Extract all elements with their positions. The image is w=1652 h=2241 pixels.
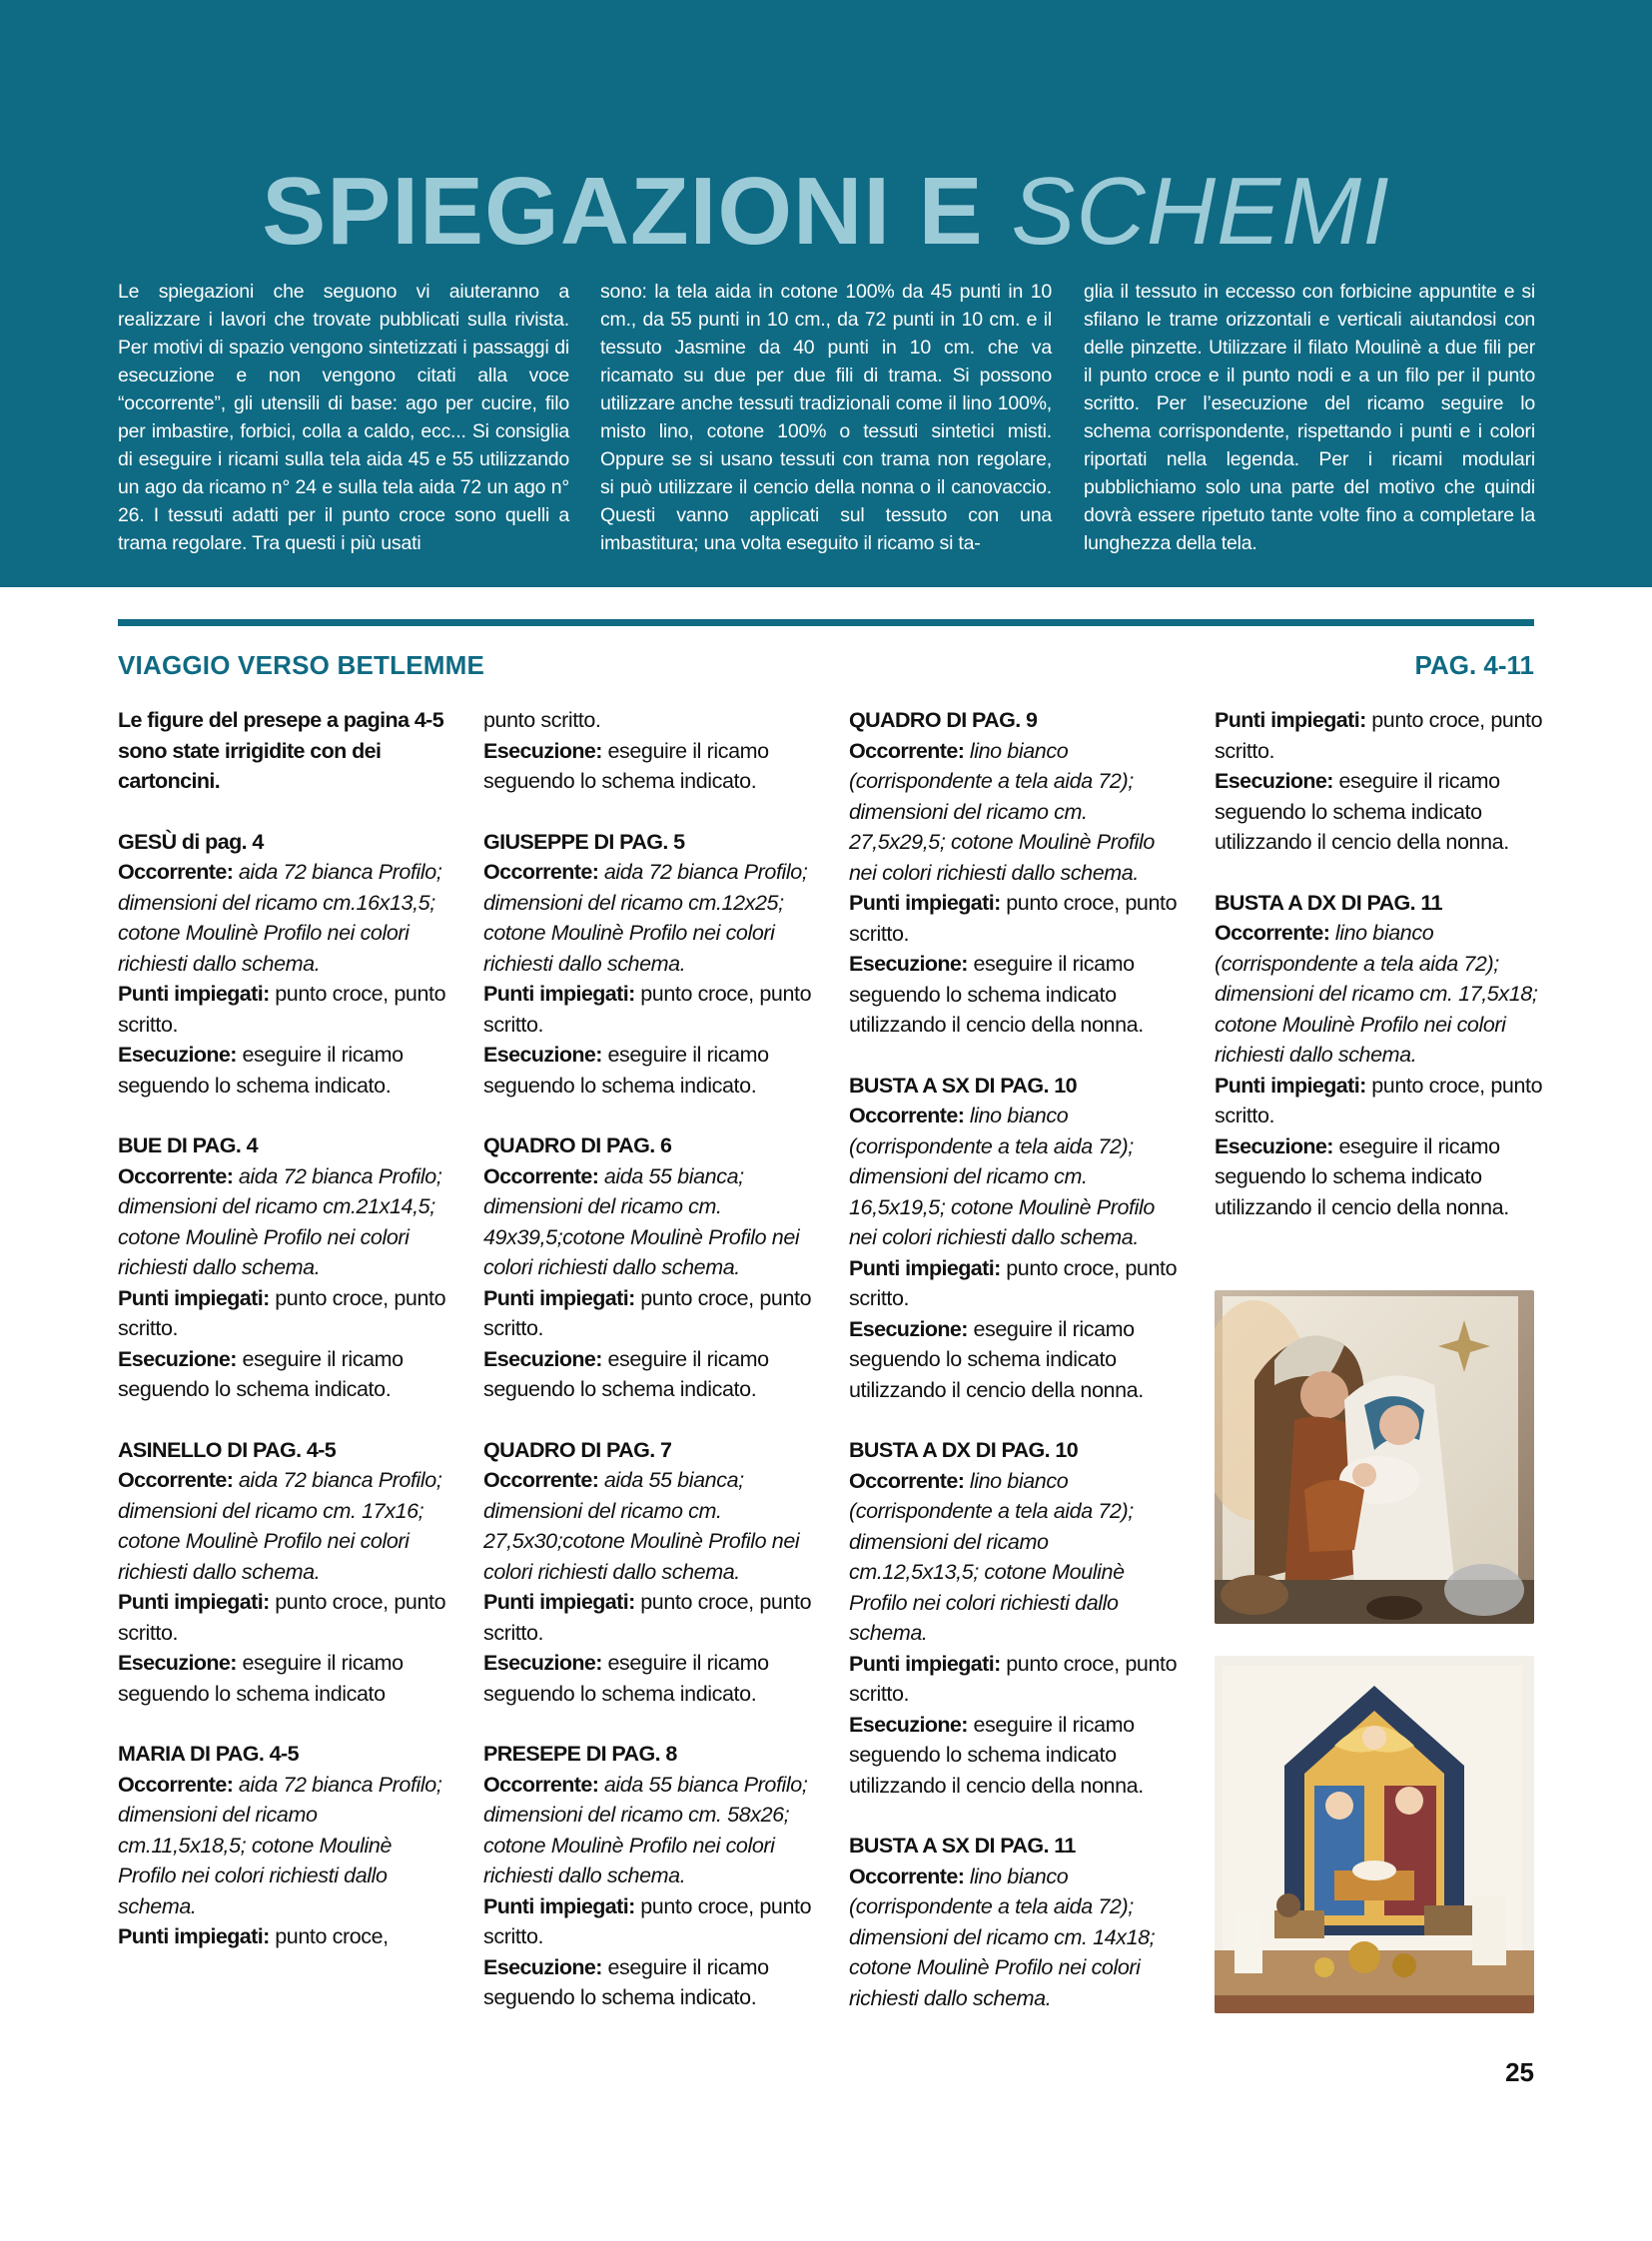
label-esecuzione: Esecuzione: [849,1712,968,1737]
label-punti: Punti impiegati: [483,1893,635,1918]
punti-text: punto croce, punto scritto. [483,982,812,1037]
text-column-3 [849,705,1179,2043]
entry-title: BUSTA A SX DI PAG. 10 [849,1073,1077,1098]
stained-glass-nativity-photo [1215,1656,1534,2013]
text-column-1 [118,705,447,1982]
entry-title: QUADRO DI PAG. 9 [849,708,1038,732]
occorrente-text: lino bianco (corrispondente a tela aida 72); dimensioni del ricamo cm. 27,5x29,5; cotone Moulinè Profilo nei colori richiesti dallo schema. [849,738,1155,885]
label-esecuzione: Esecuzione: [849,1316,968,1341]
intro-column-3: glia il tessuto in eccesso con forbicine appuntite e si sfilano le trame orizzontali e verticali aiutandosi con delle pinzette. Utilizzare il filato Moulinè a due fili per il punto croce e il punto nodi e a un filo per il punto scritto. Per l’esecuzione del ricamo seguire lo schema corrispondente, rispettando i punti e i colori riportati nella legenda. Per i ricami modulari pubblichiamo solo una parte del motivo che quindi dovrà essere ripetuto tante volte fino a completare la lunghezza della tela. [1084,281,1535,554]
occorrente-text: lino bianco (corrispondente a tela aida 72); dimensioni del ricamo cm. 14x18; cotone Moulinè Profilo nei colori richiesti dallo schema. [849,1864,1156,2010]
label-punti: Punti impiegati: [118,1285,270,1310]
esecuzione-text: eseguire il ricamo seguendo lo schema indicato [118,1651,404,1706]
occorrente-text: aida 72 bianca Profilo; dimensioni del ricamo cm.16x13,5; cotone Moulinè Profilo nei colori richiesti dallo schema. [118,860,442,976]
punti-text: punto croce, punto scritto. [118,1590,446,1645]
label-occorrente: Occorrente: [483,860,599,884]
label-occorrente: Occorrente: [1215,921,1330,945]
entry-busta-sx-10 [849,1071,1179,1406]
esecuzione-text: eseguire il ricamo seguendo lo schema indicato. [483,1651,769,1706]
page-number: 25 [1505,2057,1534,2087]
section-title: VIAGGIO VERSO BETLEMME [118,650,484,680]
punti-text: punto croce, punto scritto. [483,1893,812,1948]
entry-gesu [118,827,447,1102]
label-punti: Punti impiegati: [483,1285,635,1310]
occorrente-text: aida 55 bianca Profilo; dimensioni del ricamo cm. 58x26; cotone Moulinè Profilo nei colori richiesti dallo schema. [483,1772,808,1887]
occorrente-text: aida 55 bianca; dimensioni del ricamo cm. 27,5x30;cotone Moulinè Profilo nei colori richiesti dallo schema. [483,1468,800,1584]
entry-title: ASINELLO DI PAG. 4-5 [118,1437,337,1462]
esecuzione-text: eseguire il ricamo seguendo lo schema indicato. [118,1043,404,1098]
esecuzione-text: eseguire il ricamo seguendo lo schema indicato utilizzando il cencio della nonna. [849,1712,1144,1798]
entry-quadro-6 [483,1130,813,1405]
label-occorrente: Occorrente: [118,860,234,884]
esecuzione-text: eseguire il ricamo seguendo lo schema indicato utilizzando il cencio della nonna. [849,1316,1144,1402]
label-esecuzione: Esecuzione: [483,1954,602,1979]
entry-quadro-7 [483,1435,813,1710]
label-punti: Punti impiegati: [1215,708,1366,732]
page-title [0,158,1652,265]
entry-busta-sx-11-continued [1215,705,1544,858]
punti-text: punto croce, punto scritto. [483,1590,812,1645]
entry-busta-sx-11 [849,1831,1179,2013]
punti-text: punto croce, punto scritto. [483,1285,812,1340]
text-column-2 [483,705,813,2043]
occorrente-text: lino bianco (corrispondente a tela aida 72); dimensioni del ricamo cm. 16,5x19,5; cotone Moulinè Profilo nei colori richiesti dallo schema. [849,1104,1155,1249]
entry-busta-dx-11 [1215,888,1544,1223]
label-punti: Punti impiegati: [849,1651,1001,1676]
punti-text: punto croce, punto scritto. [1215,1073,1543,1127]
entry-title: BUSTA A DX DI PAG. 10 [849,1438,1079,1462]
punti-text: punto croce, punto scritto. [118,982,446,1037]
label-occorrente: Occorrente: [483,1772,599,1797]
header-band [0,0,1652,587]
entry-giuseppe [483,827,813,1102]
entry-title: GESÙ di pag. 4 [118,829,264,854]
label-punti: Punti impiegati: [118,1924,270,1948]
label-occorrente: Occorrente: [849,1104,965,1127]
label-occorrente: Occorrente: [849,1864,965,1888]
punti-text: punto croce, punto scritto. [1215,708,1543,763]
label-esecuzione: Esecuzione: [118,1651,237,1675]
entry-title: QUADRO DI PAG. 6 [483,1133,672,1157]
punti-text: punto croce, punto scritto. [849,1651,1178,1706]
label-punti: Punti impiegati: [118,982,270,1006]
label-punti: Punti impiegati: [118,1590,270,1614]
entry-title: BUE DI PAG. 4 [118,1133,258,1157]
entry-asinello [118,1435,447,1710]
entry-title: BUSTA A DX DI PAG. 11 [1215,890,1442,915]
lead-paragraph: Le figure del presepe a pagina 4-5 sono state irrigidite con dei cartoncini. [118,708,444,793]
intro-column-2: sono: la tela aida in cotone 100% da 45 punti in 10 cm., da 55 punti in 10 cm., da 72 punti in 10 cm. e il tessuto Jasmine da 40 punti in 10 cm. che va ricamato su due per due fili di trama. Si possono utilizzare anche tessuti tradizionali come il lino 100%, misto lino, cotone 100% o tessuti sintetici misti. Oppure se si usano tessuti con trama non regolare, si può utilizzare il cencio della nonna o il canovaccio. Questi vanno applicati sul tessuto con una imbastitura; una volta eseguito il ricamo si ta- [600,281,1052,554]
esecuzione-text: eseguire il ricamo seguendo lo schema indicato utilizzando il cencio della nonna. [849,952,1144,1037]
esecuzione-text: eseguire il ricamo seguendo lo schema indicato. [483,738,769,793]
entry-title: PRESEPE DI PAG. 8 [483,1742,677,1766]
nativity-canvas-photo [1215,1290,1534,1624]
intro-column-1: Le spiegazioni che seguono vi aiuteranno a realizzare i lavori che trovate pubblicati sulla rivista. Per motivi di spazio vengono sintetizzati i passaggi di esecuzione e non vengono citati alla voce “occorrente”, gli utensili di base: ago per cucire, filo per imbastire, forbici, colla a caldo, ecc... Si consiglia di eseguire i ricami sulla tela aida 45 e 55 utilizzando un ago da ricamo n° 24 e sulla tela aida 72 un ago n° 26. I tessuti adatti per il punto croce sono quelli a trama regolare. Tra questi i più usati [118,281,569,554]
punti-text: punto scritto. [483,708,601,732]
label-occorrente: Occorrente: [849,1468,965,1493]
label-occorrente: Occorrente: [849,738,965,763]
punti-text: punto croce, punto scritto. [849,891,1178,946]
punti-text: punto croce, punto scritto. [849,1255,1178,1310]
occorrente-text: lino bianco (corrispondente a tela aida 72); dimensioni del ricamo cm. 17,5x18; cotone Moulinè Profilo nei colori richiesti dallo schema. [1215,921,1538,1067]
label-esecuzione: Esecuzione: [849,952,968,976]
label-esecuzione: Esecuzione: [118,1346,237,1371]
label-esecuzione: Esecuzione: [483,1043,602,1067]
label-esecuzione: Esecuzione: [118,1043,237,1067]
label-punti: Punti impiegati: [483,982,635,1006]
section-divider [118,619,1534,626]
label-occorrente: Occorrente: [483,1163,599,1188]
section-page-range: PAG. 4-11 [1414,650,1534,680]
label-esecuzione: Esecuzione: [1215,1133,1333,1158]
label-occorrente: Occorrente: [483,1468,599,1492]
label-esecuzione: Esecuzione: [483,738,602,763]
entry-title: MARIA DI PAG. 4-5 [118,1742,299,1766]
punti-text: punto croce, [275,1924,389,1948]
label-occorrente: Occorrente: [118,1468,234,1492]
occorrente-text: aida 55 bianca; dimensioni del ricamo cm. 49x39,5;cotone Moulinè Profilo nei colori richiesti dallo schema. [483,1163,800,1279]
text-column-4 [1215,705,1544,1252]
title-italic-part: SCHEMI [1011,158,1390,265]
esecuzione-text: eseguire il ricamo seguendo lo schema indicato. [483,1954,769,2009]
label-punti: Punti impiegati: [849,1255,1001,1280]
esecuzione-text: eseguire il ricamo seguendo lo schema indicato utilizzando il cencio della nonna. [1215,769,1509,854]
occorrente-text: aida 72 bianca Profilo; dimensioni del ricamo cm. 17x16; cotone Moulinè Profilo nei colori richiesti dallo schema. [118,1468,442,1584]
esecuzione-text: eseguire il ricamo seguendo lo schema indicato. [483,1346,769,1401]
title-bold-part: SPIEGAZIONI E [262,158,1012,265]
occorrente-text: lino bianco (corrispondente a tela aida 72); dimensioni del ricamo cm.12,5x13,5; cotone Moulinè Profilo nei colori richiesti dallo schema. [849,1468,1134,1645]
occorrente-text: aida 72 bianca Profilo; dimensioni del ricamo cm.21x14,5; cotone Moulinè Profilo nei colori richiesti dallo schema. [118,1163,442,1279]
entry-quadro-9 [849,705,1179,1041]
entry-maria [118,1739,447,1952]
punti-text: punto croce, punto scritto. [118,1285,446,1340]
entry-maria-continued [483,705,813,797]
label-esecuzione: Esecuzione: [1215,769,1333,793]
label-esecuzione: Esecuzione: [483,1346,602,1371]
esecuzione-text: eseguire il ricamo seguendo lo schema indicato. [483,1043,769,1098]
entry-bue [118,1130,447,1405]
stained-glass-nativity-image [1215,1656,1534,2013]
esecuzione-text: eseguire il ricamo seguendo lo schema indicato. [118,1346,404,1401]
occorrente-text: aida 72 bianca Profilo; dimensioni del ricamo cm.11,5x18,5; cotone Moulinè Profilo nei colori richiesti dallo schema. [118,1772,442,1918]
entry-presepe-8 [483,1739,813,2013]
nativity-canvas-image [1215,1290,1534,1624]
label-punti: Punti impiegati: [849,891,1001,915]
label-punti: Punti impiegati: [1215,1073,1366,1098]
entry-busta-dx-10 [849,1435,1179,1801]
entry-title: QUADRO DI PAG. 7 [483,1437,672,1462]
label-punti: Punti impiegati: [483,1590,635,1614]
occorrente-text: aida 72 bianca Profilo; dimensioni del ricamo cm.12x25; cotone Moulinè Profilo nei colori richiesti dallo schema. [483,860,808,976]
entry-title: GIUSEPPE DI PAG. 5 [483,829,685,854]
esecuzione-text: eseguire il ricamo seguendo lo schema indicato utilizzando il cencio della nonna. [1215,1133,1509,1219]
entry-title: BUSTA A SX DI PAG. 11 [849,1834,1076,1858]
label-occorrente: Occorrente: [118,1163,234,1188]
label-occorrente: Occorrente: [118,1772,234,1797]
label-esecuzione: Esecuzione: [483,1651,602,1675]
